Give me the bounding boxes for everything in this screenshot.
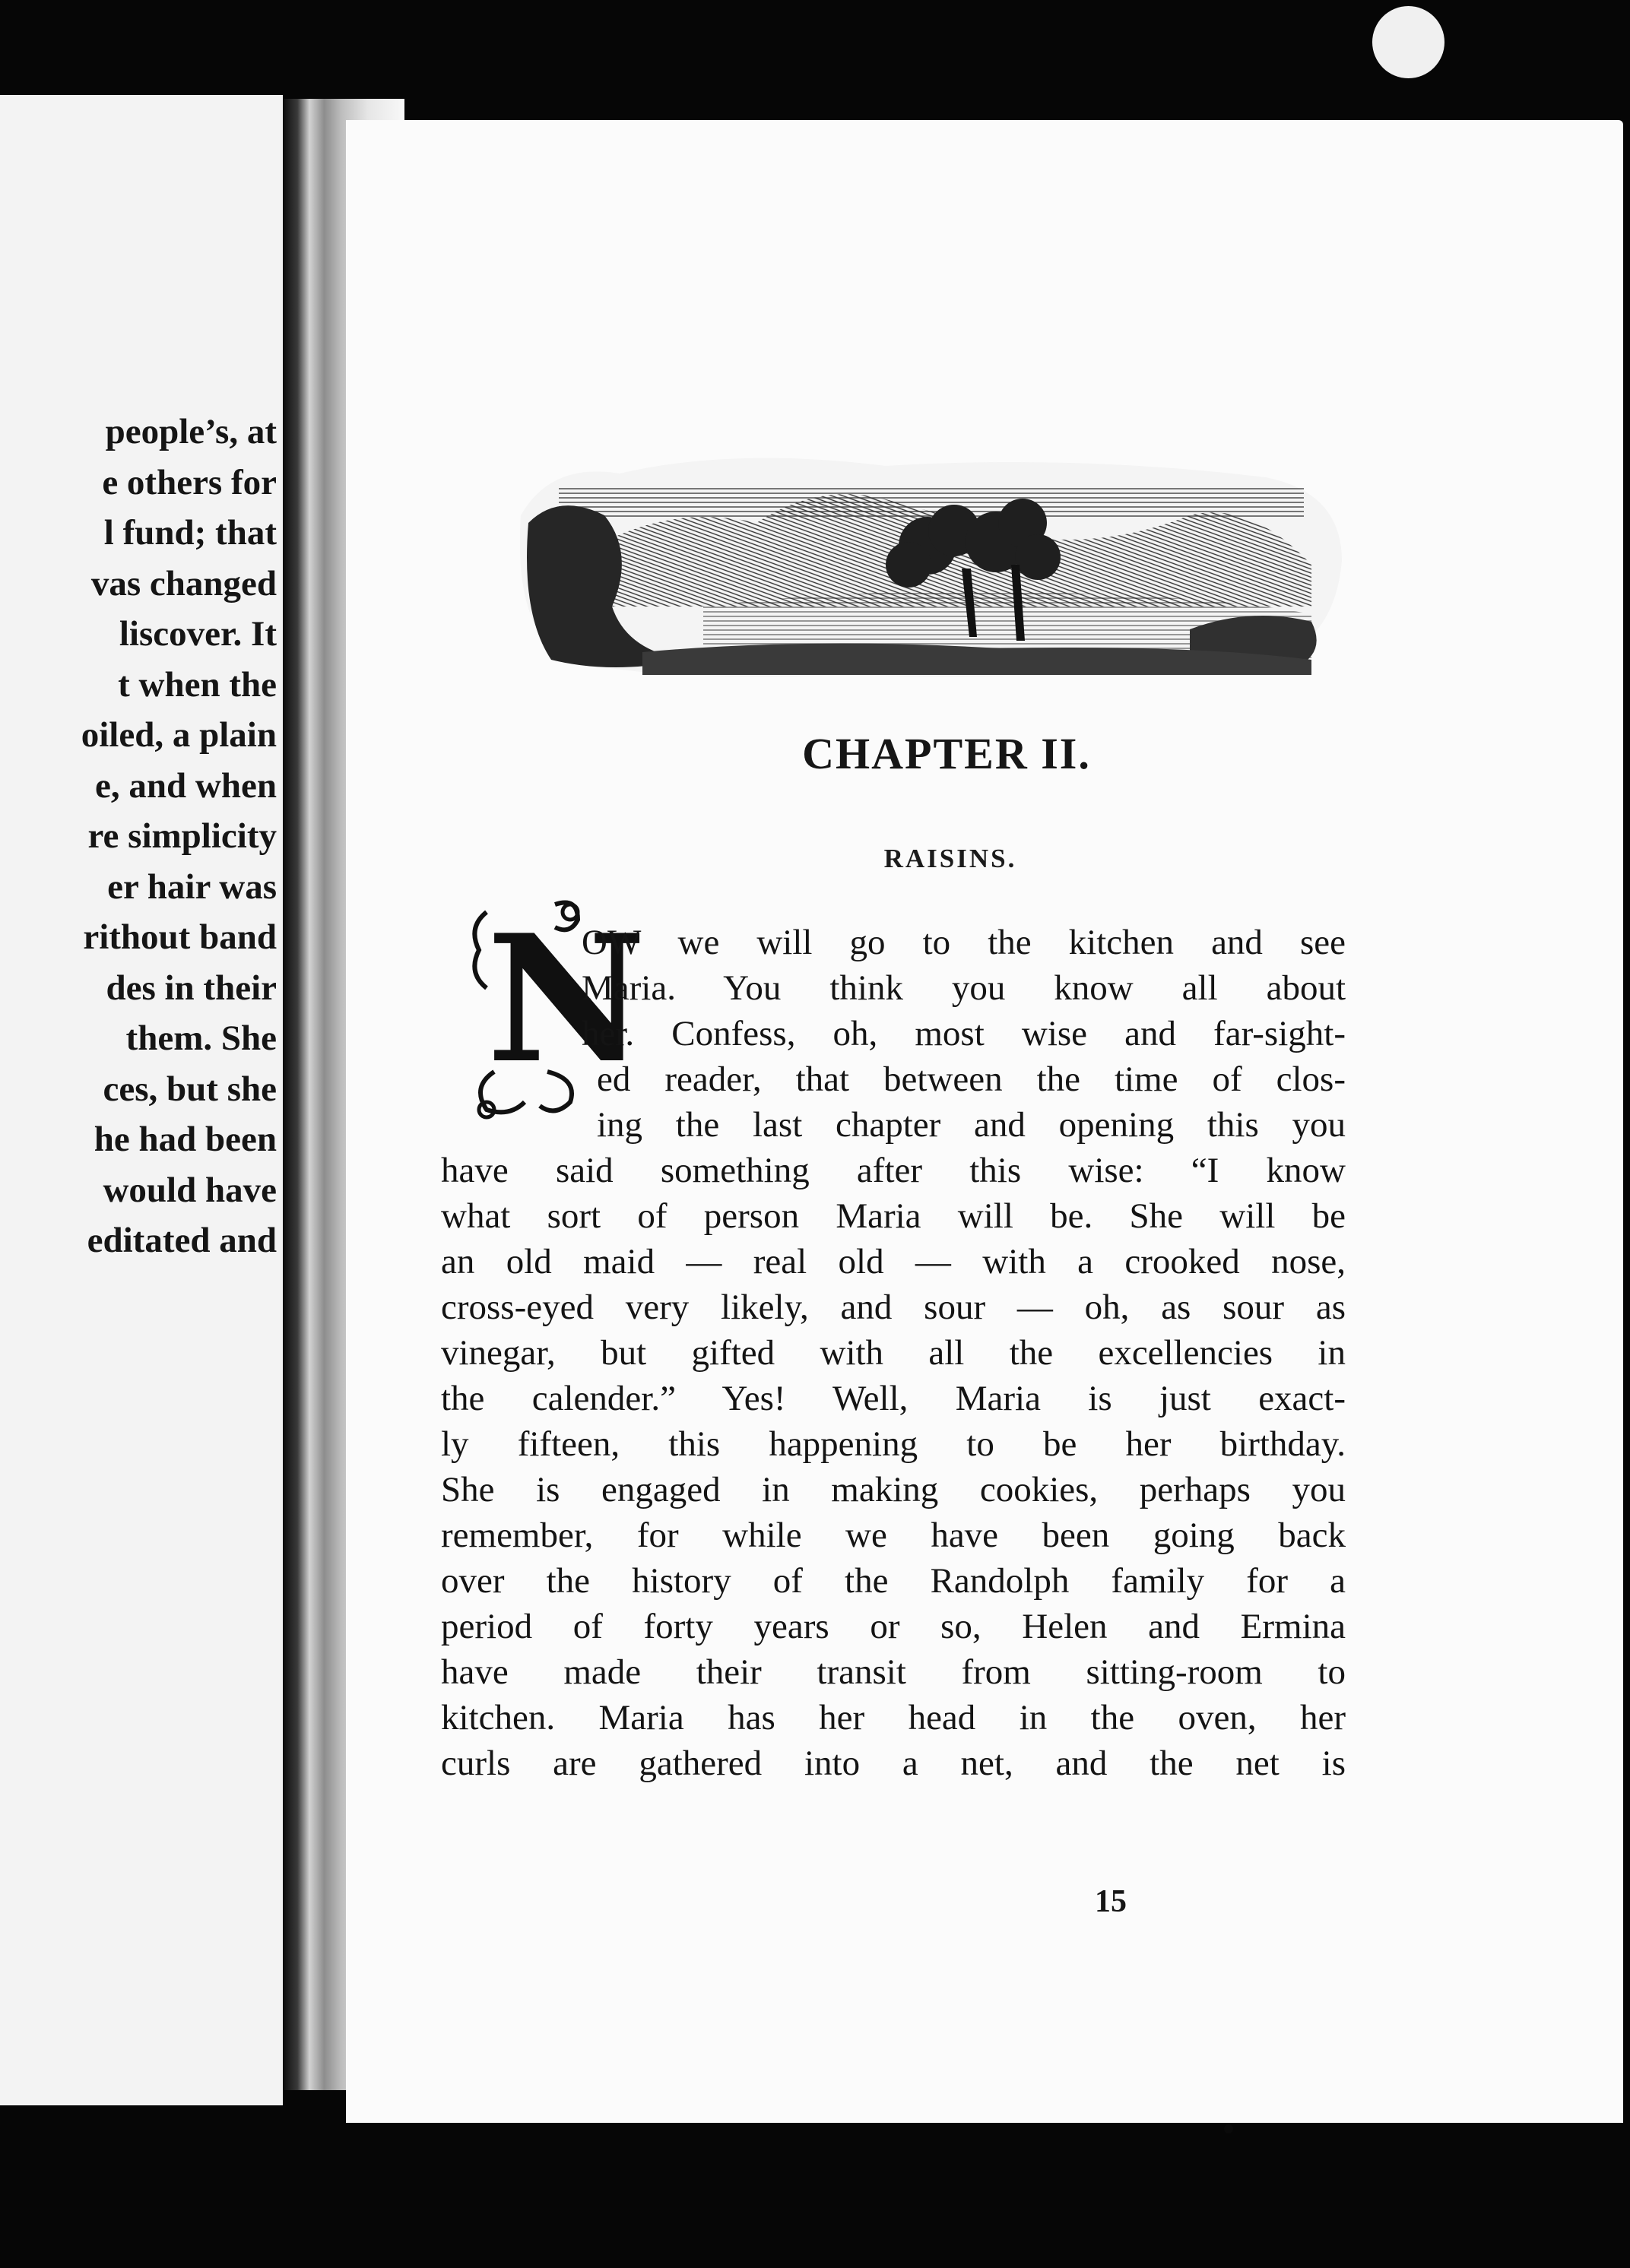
text-line: ing the last chapter and opening this you xyxy=(597,1105,1346,1145)
left-line: editated and xyxy=(87,1221,277,1260)
left-page xyxy=(0,95,283,2105)
left-line: t when the xyxy=(118,664,277,705)
text-line: curls are gathered into a net, and the net is xyxy=(441,1744,1346,1783)
left-line: l fund; that xyxy=(103,513,277,553)
text-line: have made their transit from sitting-room to xyxy=(441,1652,1346,1692)
text-line: period of forty years or so, Helen and Ermina xyxy=(441,1607,1346,1646)
chapter-body-text xyxy=(441,920,1346,1786)
left-line: vas changed xyxy=(90,563,277,603)
text-line: an old maid — real old — with a crooked nose, xyxy=(441,1242,1346,1281)
text-line: She is engaged in making cookies, perhaps you xyxy=(441,1470,1346,1509)
left-line: er hair was xyxy=(107,866,277,907)
left-line: he had been xyxy=(94,1120,277,1159)
text-line: what sort of person Maria will be. She will be xyxy=(441,1196,1346,1236)
text-line: cross-eyed very likely, and sour — oh, as sour as xyxy=(441,1288,1346,1327)
left-line: people’s, at xyxy=(105,412,277,451)
left-line: e others for xyxy=(102,462,277,502)
text-line: her. Confess, oh, most wise and far-sight- xyxy=(582,1014,1346,1053)
left-line: liscover. It xyxy=(119,614,277,654)
text-line: ed reader, that between the time of clos- xyxy=(597,1060,1346,1099)
left-line: des in their xyxy=(106,968,277,1008)
text-line: remember, for while we have been going back xyxy=(441,1516,1346,1555)
left-line: oiled, a plain xyxy=(81,715,277,755)
left-line: would have xyxy=(103,1170,277,1210)
text-line: OW we will go to the kitchen and see xyxy=(582,923,1346,962)
text-line: ly fifteen, this happening to be her birthday. xyxy=(441,1424,1346,1464)
text-line: Maria. You think you know all about xyxy=(582,968,1346,1008)
left-line: e, and when xyxy=(95,765,277,806)
text-line: kitchen. Maria has her head in the oven, her xyxy=(441,1698,1346,1737)
chapter-subtitle: RAISINS. xyxy=(883,844,1017,873)
text-line: over the history of the Randolph family for a xyxy=(441,1561,1346,1601)
dropcap-letter: N xyxy=(487,897,647,1102)
left-line: re simplicity xyxy=(87,816,277,856)
page-number: 15 xyxy=(1095,1884,1127,1919)
scan-speck xyxy=(1224,2124,1233,2133)
landscape-vignette-illustration xyxy=(506,432,1355,690)
text-line: the calender.” Yes! Well, Maria is just exact- xyxy=(441,1379,1346,1418)
left-line: ces, but she xyxy=(103,1069,277,1109)
paper-blemish xyxy=(1372,6,1444,78)
chapter-title: CHAPTER II. xyxy=(802,729,1091,778)
left-line: them. She xyxy=(125,1018,277,1058)
left-line: rithout band xyxy=(83,917,277,957)
left-page-text xyxy=(81,407,277,1266)
text-line: vinegar, but gifted with all the excellencies in xyxy=(441,1333,1346,1373)
text-line: have said something after this wise: “I know xyxy=(441,1151,1346,1190)
